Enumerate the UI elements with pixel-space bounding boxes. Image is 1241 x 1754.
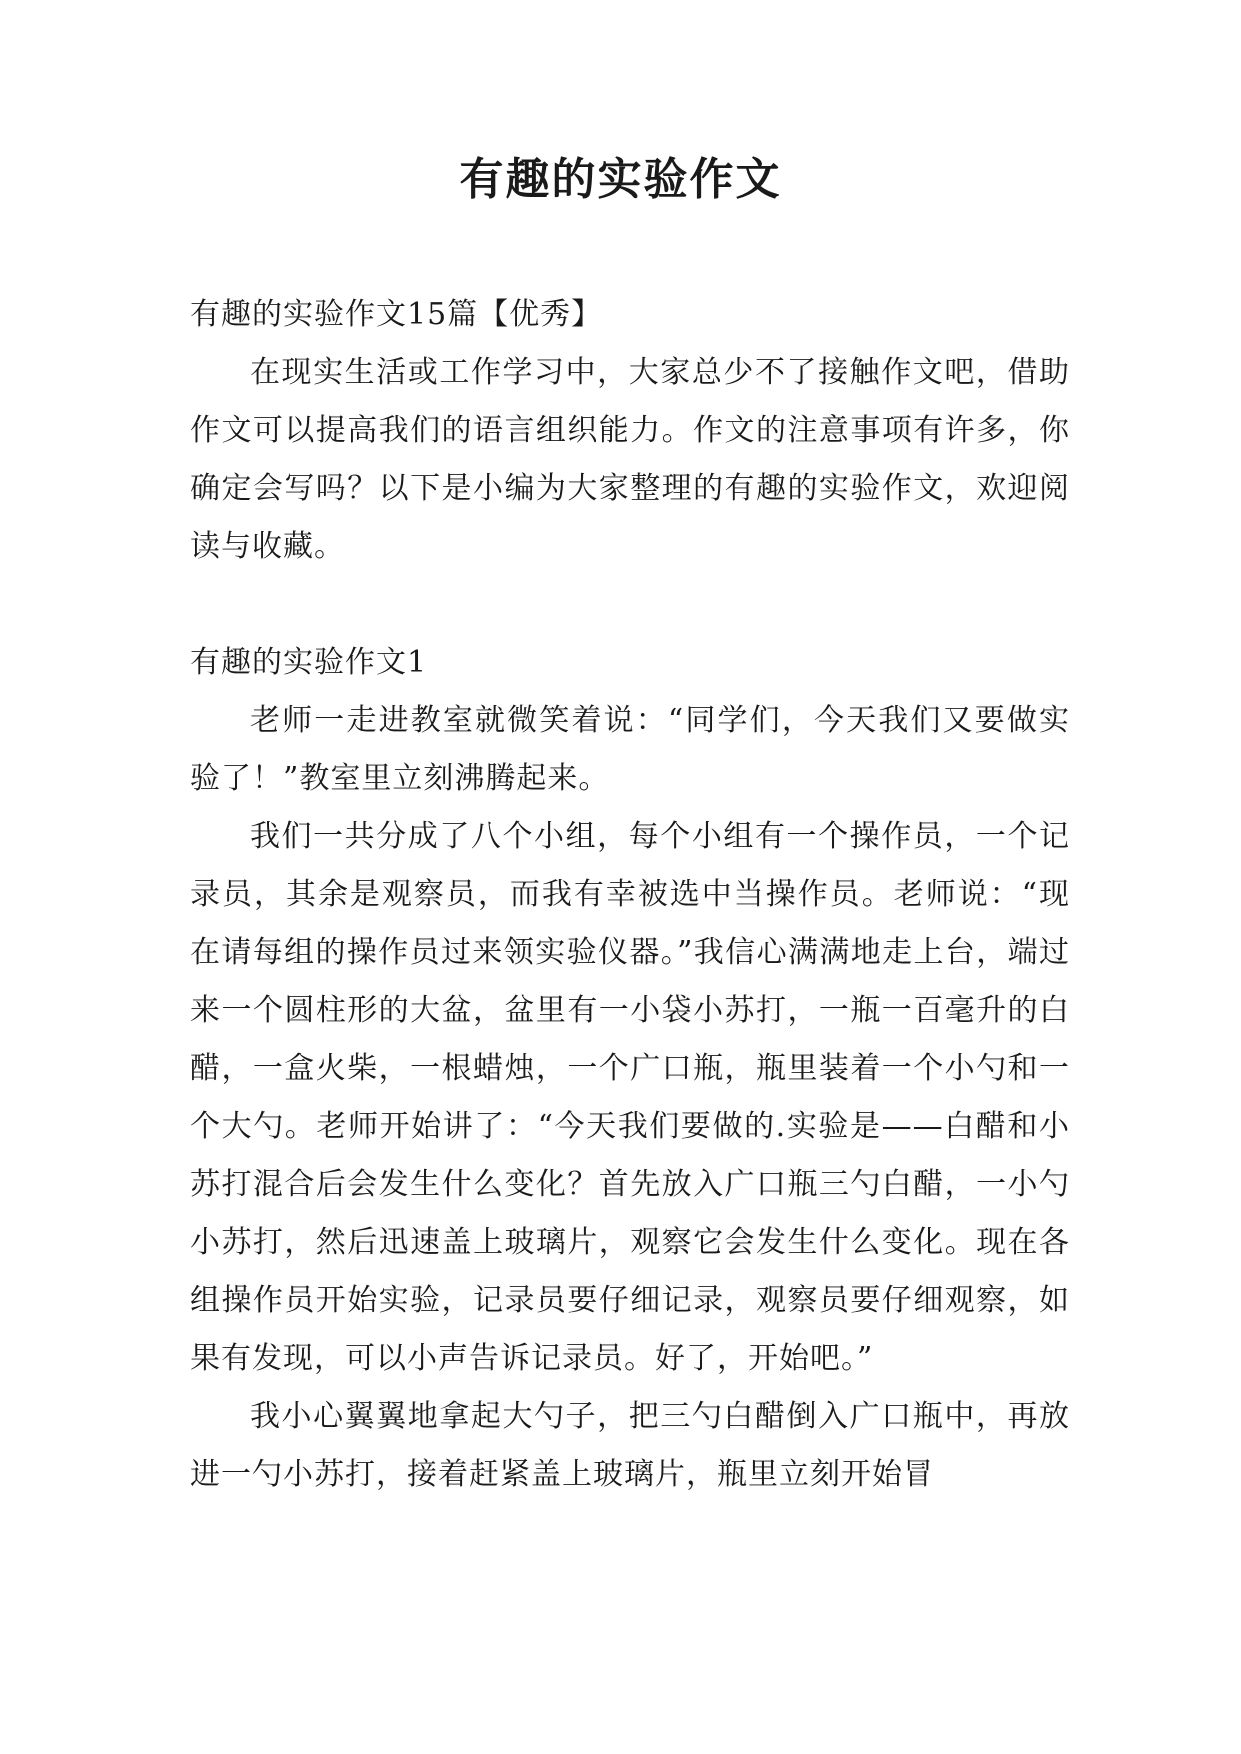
section-heading: 有趣的实验作文1 [190,645,428,680]
section-spacer [190,576,1070,634]
intro-paragraph: 在现实生活或工作学习中，大家总少不了接触作文吧，借助作文可以提高我们的语言组织能力。作文的注意事项有许多，你确定会写吗？以下是小编为大家整理的有趣的实验作文，欢迎阅读与收藏。 [190,355,1070,564]
document-body [190,286,1070,1504]
document-subtitle: 有趣的实验作文15篇【优秀】 [190,297,603,332]
body-paragraph-2: 我们一共分成了八个小组，每个小组有一个操作员，一个记录员，其余是观察员，而我有幸被选中当操作员。老师说：“现在请每组的操作员过来领实验仪器。”我信心满满地走上台，端过来一个圆柱形的大盆，盆里有一小袋小苏打，一瓶一百毫升的白醋，一盒火柴，一根蜡烛，一个广口瓶，瓶里装着一个小勺和一个大勺。老师开始讲了：“今天我们要做的.实验是——白醋和小苏打混合后会发生什么变化？首先放入广口瓶三勺白醋，一小勺小苏打，然后迅速盖上玻璃片，观察它会发生什么变化。现在各组操作员开始实验，记录员要仔细记录，观察员要仔细观察，如果有发现，可以小声告诉记录员。好了，开始吧。” [190,819,1070,1376]
document-title: 有趣的实验作文 [459,154,782,205]
body-paragraph-3: 我小心翼翼地拿起大勺子，把三勺白醋倒入广口瓶中，再放进一勺小苏打，接着赶紧盖上玻璃片，瓶里立刻开始冒 [190,1399,1070,1492]
body-paragraph-1: 老师一走进教室就微笑着说：“同学们，今天我们又要做实验了！”教室里立刻沸腾起来。 [190,703,1070,796]
